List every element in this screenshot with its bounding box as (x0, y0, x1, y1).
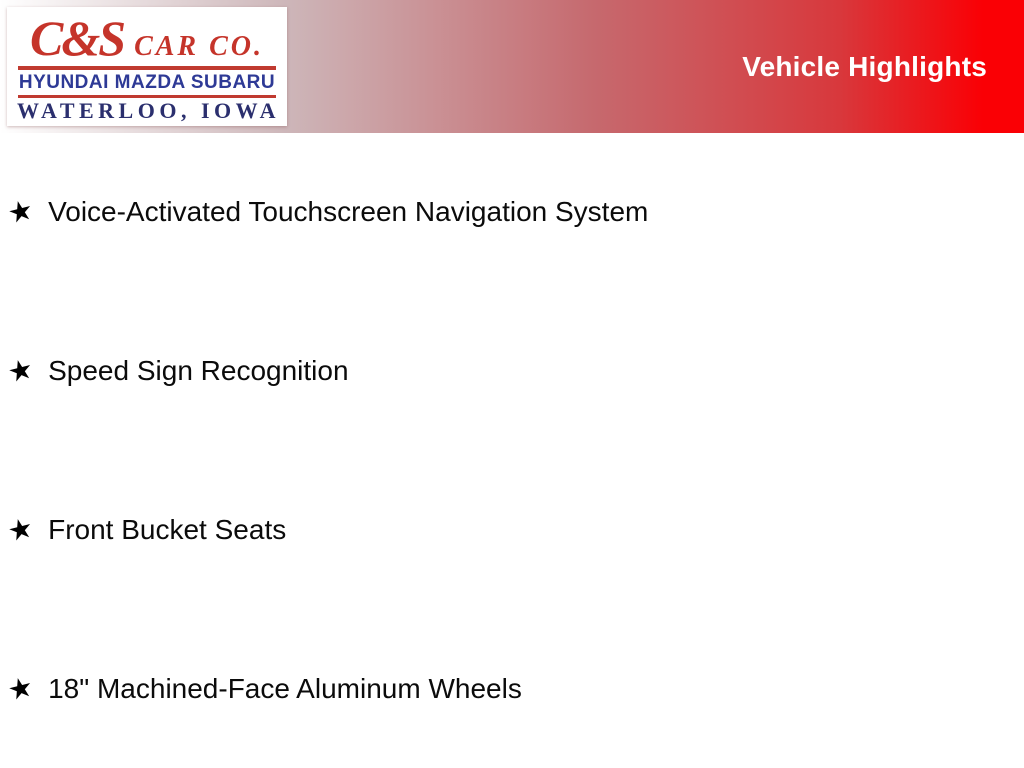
logo-brands: HYUNDAI MAZDA SUBARU (18, 72, 276, 93)
logo-company-line (17, 12, 277, 64)
header-banner (0, 0, 1024, 133)
page-title: Vehicle Highlights (742, 50, 987, 82)
star-icon: ★ (4, 669, 37, 708)
dealer-logo (7, 7, 287, 126)
highlight-item (0, 292, 1024, 451)
logo-company-initials: C&S (30, 10, 125, 66)
star-icon: ★ (4, 351, 37, 390)
highlight-item (0, 451, 1024, 610)
logo-company-suffix: CAR CO. (134, 31, 264, 62)
highlight-label: Speed Sign Recognition (48, 355, 349, 387)
logo-divider-top (18, 66, 276, 70)
highlights-list (0, 133, 1024, 768)
star-icon: ★ (4, 510, 37, 549)
logo-location: WATERLOO, IOWA (17, 98, 281, 123)
highlight-label: Voice-Activated Touchscreen Navigation System (48, 196, 649, 228)
highlight-label: Front Bucket Seats (48, 513, 287, 545)
star-icon: ★ (4, 192, 37, 231)
highlight-item (0, 133, 1024, 292)
highlight-label: 18" Machined-Face Aluminum Wheels (48, 672, 522, 704)
highlight-item (0, 609, 1024, 768)
